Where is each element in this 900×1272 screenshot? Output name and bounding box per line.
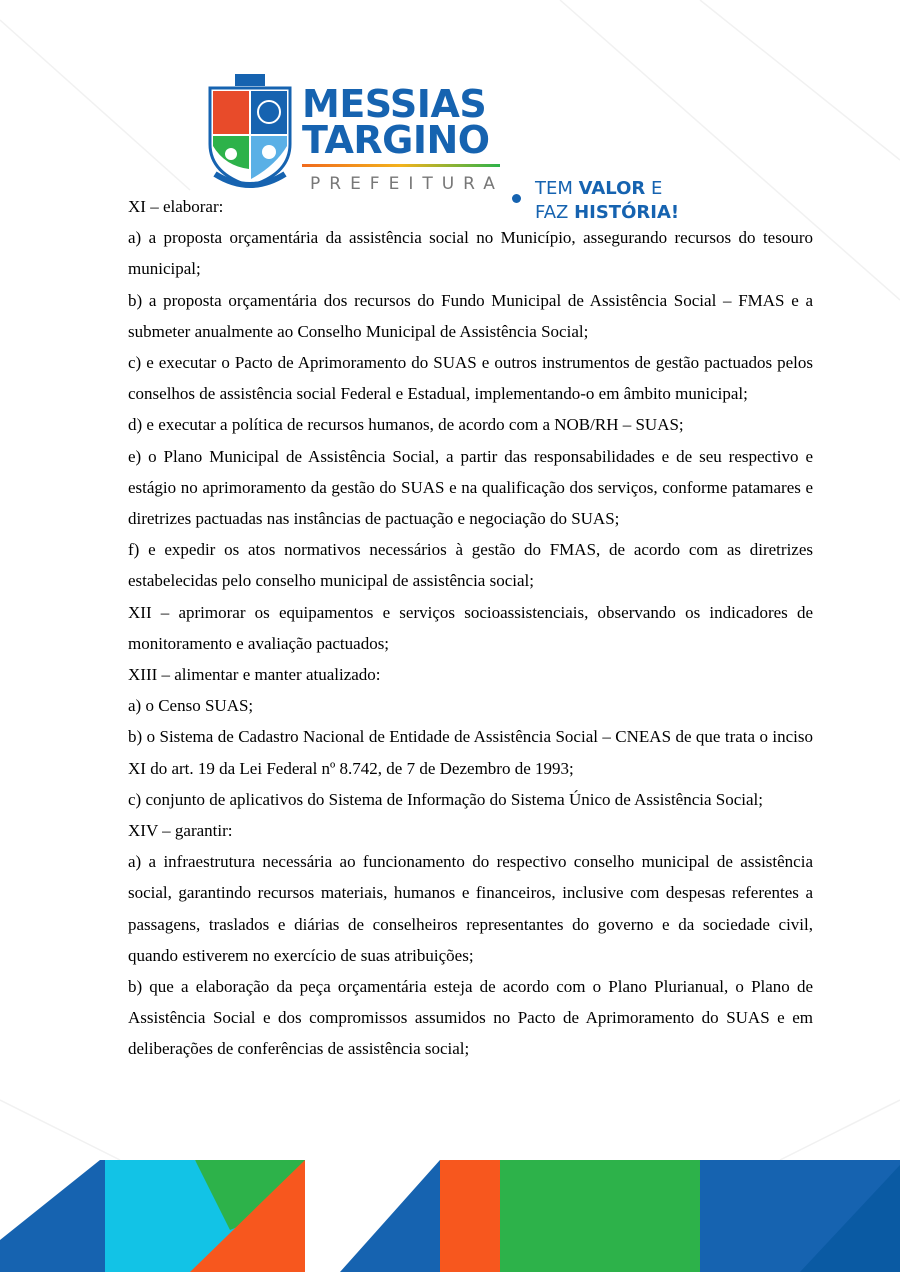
paragraph: XI – elaborar: (128, 197, 224, 216)
paragraph: a) a proposta orçamentária da assistência social no Município, assegurando recursos do tesouro municipal; (128, 228, 813, 279)
slogan-text: TEM (535, 178, 579, 199)
footer-shape-blue-left (0, 1160, 105, 1272)
brand-underline (302, 164, 500, 167)
brand-line-2: TARGINO (302, 118, 490, 162)
paragraph: b) que a elaboração da peça orçamentária esteja de acordo com o Plano Plurianual, o Plano de Assistência Social e dos compromissos assumidos no Pacto de Aprimoramento do SUAS e em deliberações de conferências de assistência social; (128, 977, 813, 1059)
paragraph: c) e executar o Pacto de Aprimoramento do SUAS e outros instrumentos de gestão pactuados pelos conselhos de assistência social Federal e Estadual, implementando-o em âmbito municipal; (128, 353, 813, 404)
paragraph: XIV – garantir: (128, 821, 233, 841)
paragraph: XII – aprimorar os equipamentos e serviços socioassistenciais, observando os indicadores de monitoramento e avaliação pactuados; (128, 602, 813, 653)
document-body (128, 191, 813, 1065)
footer-shape-blue-mid (340, 1160, 440, 1272)
brand-name (302, 82, 504, 194)
slogan-emphasis: HISTÓRIA! (574, 202, 680, 223)
paragraph: XIII – alimentar e manter atualizado: (128, 665, 381, 685)
paragraph: a) a infraestrutura necessária ao funcionamento do respectivo conselho municipal de assistência social, garantindo recursos materiais, humanos e financeiros, inclusive com despesas referentes a passagens, traslados e diárias de conselheiros representantes do governo e da sociedade civil, quando estiverem no exercício de suas atribuições; (128, 852, 813, 965)
paragraph: e) o Plano Municipal de Assistência Social, a partir das responsabilidades e de seu respectivo e estágio no aprimoramento da gestão do SUAS e na qualificação dos serviços, conforme patamares e diretrizes pactuadas nas instâncias de pactuação e negociação do SUAS; (128, 446, 813, 529)
footer-shape-orange-mid (440, 1160, 500, 1272)
slogan-emphasis: VALOR (578, 178, 646, 199)
brand-line-1: MESSIAS (302, 82, 487, 126)
paragraph: b) a proposta orçamentária dos recursos do Fundo Municipal de Assistência Social – FMAS e a submeter anualmente ao Conselho Municipal de Assistência Social; (128, 290, 813, 341)
paragraph: c) conjunto de aplicativos do Sistema de Informação do Sistema Único de Assistência Social; (128, 789, 763, 809)
municipal-crest-icon (205, 74, 295, 192)
slogan-text: E (645, 178, 663, 199)
paragraph: b) o Sistema de Cadastro Nacional de Entidade de Assistência Social – CNEAS de que trata o inciso XI do art. 19 da Lei Federal nº 8.742, de 7 de Dezembro de 1993; (128, 727, 813, 778)
paragraph: f) e expedir os atos normativos necessários à gestão do FMAS, de acordo com as diretrizes estabelecidas pelo conselho municipal de assistência social; (128, 540, 813, 591)
paragraph: a) o Censo SUAS; (128, 696, 254, 716)
slogan-text: FAZ (535, 202, 575, 223)
paragraph: d) e executar a política de recursos humanos, de acordo com a NOB/RH – SUAS; (128, 415, 684, 435)
footer-decoration (0, 1160, 900, 1272)
brand-subtitle: PREFEITURA (310, 174, 504, 194)
